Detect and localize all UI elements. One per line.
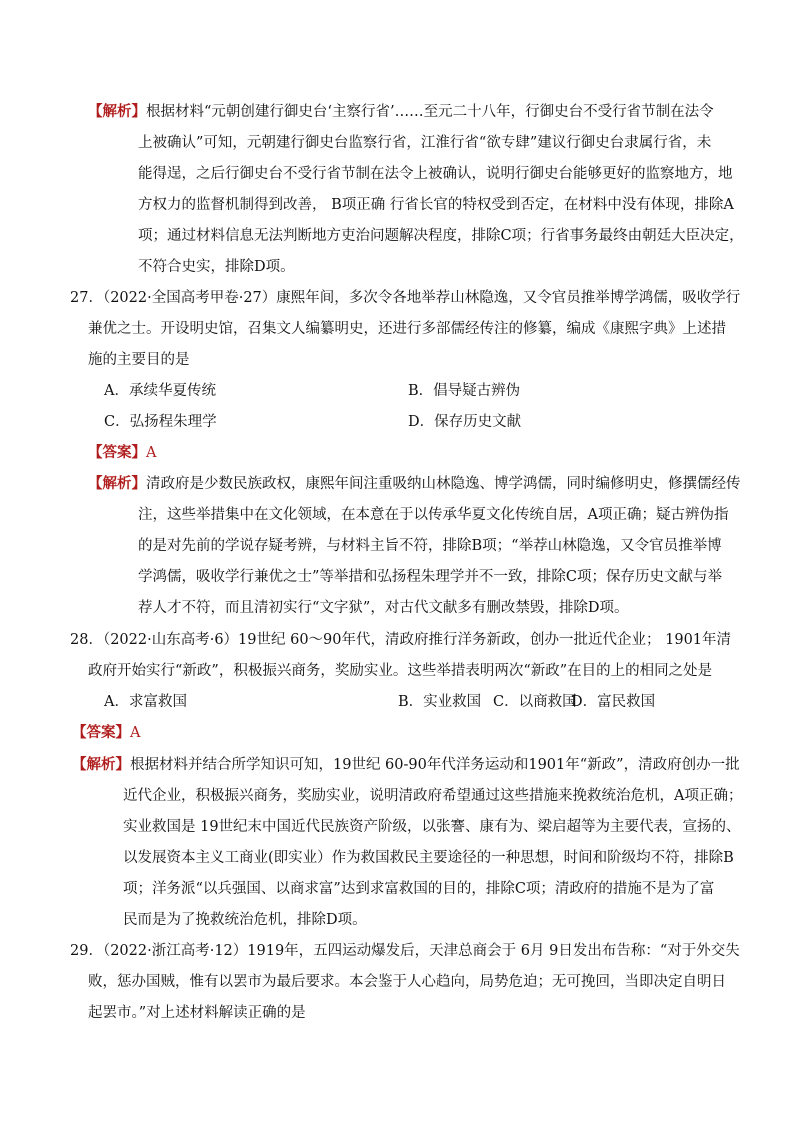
q28-analysis-line-5: 民而是为了挽救统治危机，排除D项。	[123, 912, 367, 928]
q27-option-b: B．倡导疑古辨伪	[408, 383, 521, 399]
q28-analysis-line-2: 实业救国是 19世纪末中国近代民族资产阶级，以张謇、康有为、梁启超等为主要代表，宣扬的、	[123, 819, 741, 835]
q28-line-1: 政府开始实行“新政”，积极振兴商务，奖励实业。这些举措表明两次“新政”在目的上的相同之处是	[88, 663, 713, 679]
q28-analysis-line-0: 【解析】根据材料并结合所学知识可知，19世纪 60-90年代洋务运动和1901年“新政”，清政府创办一批	[72, 756, 740, 773]
q28-option-a: A．求富救国	[104, 694, 187, 710]
answer-value: A	[130, 725, 141, 741]
analysis-b1-line-2: 能得逞，之后行御史台不受行省节制在法令上被确认，说明行御史台能够更好的监察地方，地	[138, 166, 733, 182]
q27-analysis-line-0: 【解析】清政府是少数民族政权，康熙年间注重吸纳山林隐逸、博学鸿儒，同时编修明史，修撰儒经传	[88, 475, 741, 492]
q27-option-c: C．弘扬程朱理学	[104, 414, 217, 430]
q28-analysis-line-3: 以发展资本主义工商业(即实业）作为救国救民主要途径的一种思想，时间和阶级均不符，排除B	[123, 850, 734, 866]
analysis-b1-line-3: 方权力的监督机制得到改善， B项正确 行省长官的特权受到否定，在材料中没有体现，排除A	[138, 197, 734, 213]
q28-option-c: C．以商救国	[493, 694, 577, 710]
answer-tag: 【答案】	[88, 444, 146, 461]
analysis-b1-line-5: 不符合史实，排除D项。	[138, 259, 295, 275]
q27-answer	[88, 443, 156, 463]
analysis-b1-line-4: 项；通过材料信息无法判断地方吏治问题解决程度，排除C项；行省事务最终由朝廷大臣决定，	[138, 228, 744, 244]
q29-line-1: 败，惩办国贼，惟有以罢市为最后要求。本会鉴于人心趋向，局势危迫；无可挽回，当即决定自明日	[88, 974, 726, 990]
analysis-tag: 【解析】	[72, 756, 130, 773]
q27-option-a: A．承续华夏传统	[104, 383, 216, 399]
answer-tag: 【答案】	[72, 724, 130, 741]
q27-analysis-line-4: 荐人才不符，而且清初实行“文字狱”，对古代文献多有删改禁毁，排除D项。	[138, 600, 629, 616]
q28-line-0: 28．（2022·山东高考·6）19世纪 60～90年代，清政府推行洋务新政，创办一批近代企业； 1901年清	[70, 632, 732, 648]
q29-line-0: 29．（2022·浙江高考·12）1919年，五四运动爆发后，天津总商会于 6月 9日发出布告称：“对于外交失	[70, 943, 740, 959]
q27-line-2: 施的主要目的是	[88, 352, 190, 368]
q28-analysis-line-4: 项；洋务派“以兵强国、以商求富”达到求富救国的目的，排除C项；清政府的措施不是为了富	[123, 881, 715, 897]
q28-option-b: B．实业救国	[398, 694, 482, 710]
q28-option-d: D．富民救国	[571, 694, 656, 710]
q27-line-1: 兼优之士。开设明史馆，召集文人编纂明史，还进行多部儒经传注的修纂，编成《康熙字典》上述措	[88, 321, 726, 337]
q28-analysis-line-1: 近代企业，积极振兴商务，奖励实业，说明清政府希望通过这些措施来挽救统治危机，A项正确；	[123, 788, 743, 804]
q27-analysis-line-3: 学鸿儒，吸收学行兼优之士”等举措和弘扬程朱理学并不一致，排除C项；保存历史文献与举	[138, 569, 723, 585]
q27-analysis-line-2: 的是对先前的学说存疑考辨，与材料主旨不符，排除B项；“举荐山林隐逸，又令官员推举博	[138, 538, 722, 554]
analysis-b1-line-0: 【解析】根据材料“元朝创建行御史台‘主察行省’……至元二十八年，行御史台不受行省节制在法令	[88, 103, 714, 120]
analysis-tag: 【解析】	[88, 475, 146, 492]
answer-value: A	[146, 445, 157, 461]
q27-option-d: D．保存历史文献	[408, 414, 522, 430]
q27-analysis-line-1: 注，这些举措集中在文化领域，在本意在于以传承华夏文化传统自居，A项正确；疑古辨伪指	[138, 507, 729, 523]
q27-line-0: 27．（2022·全国高考甲卷·27）康熙年间，多次令各地举荐山林隐逸，又令官员推举博学鸿儒，吸收学行	[70, 290, 741, 306]
q28-answer	[72, 723, 140, 743]
analysis-tag: 【解析】	[88, 103, 146, 120]
analysis-b1-line-1: 上被确认”可知，元朝建行御史台监察行省，江淮行省“欲专肆”建议行御史台隶属行省，未	[138, 135, 712, 151]
q29-line-2: 起罢市。”对上述材料解读正确的是	[88, 1005, 306, 1021]
